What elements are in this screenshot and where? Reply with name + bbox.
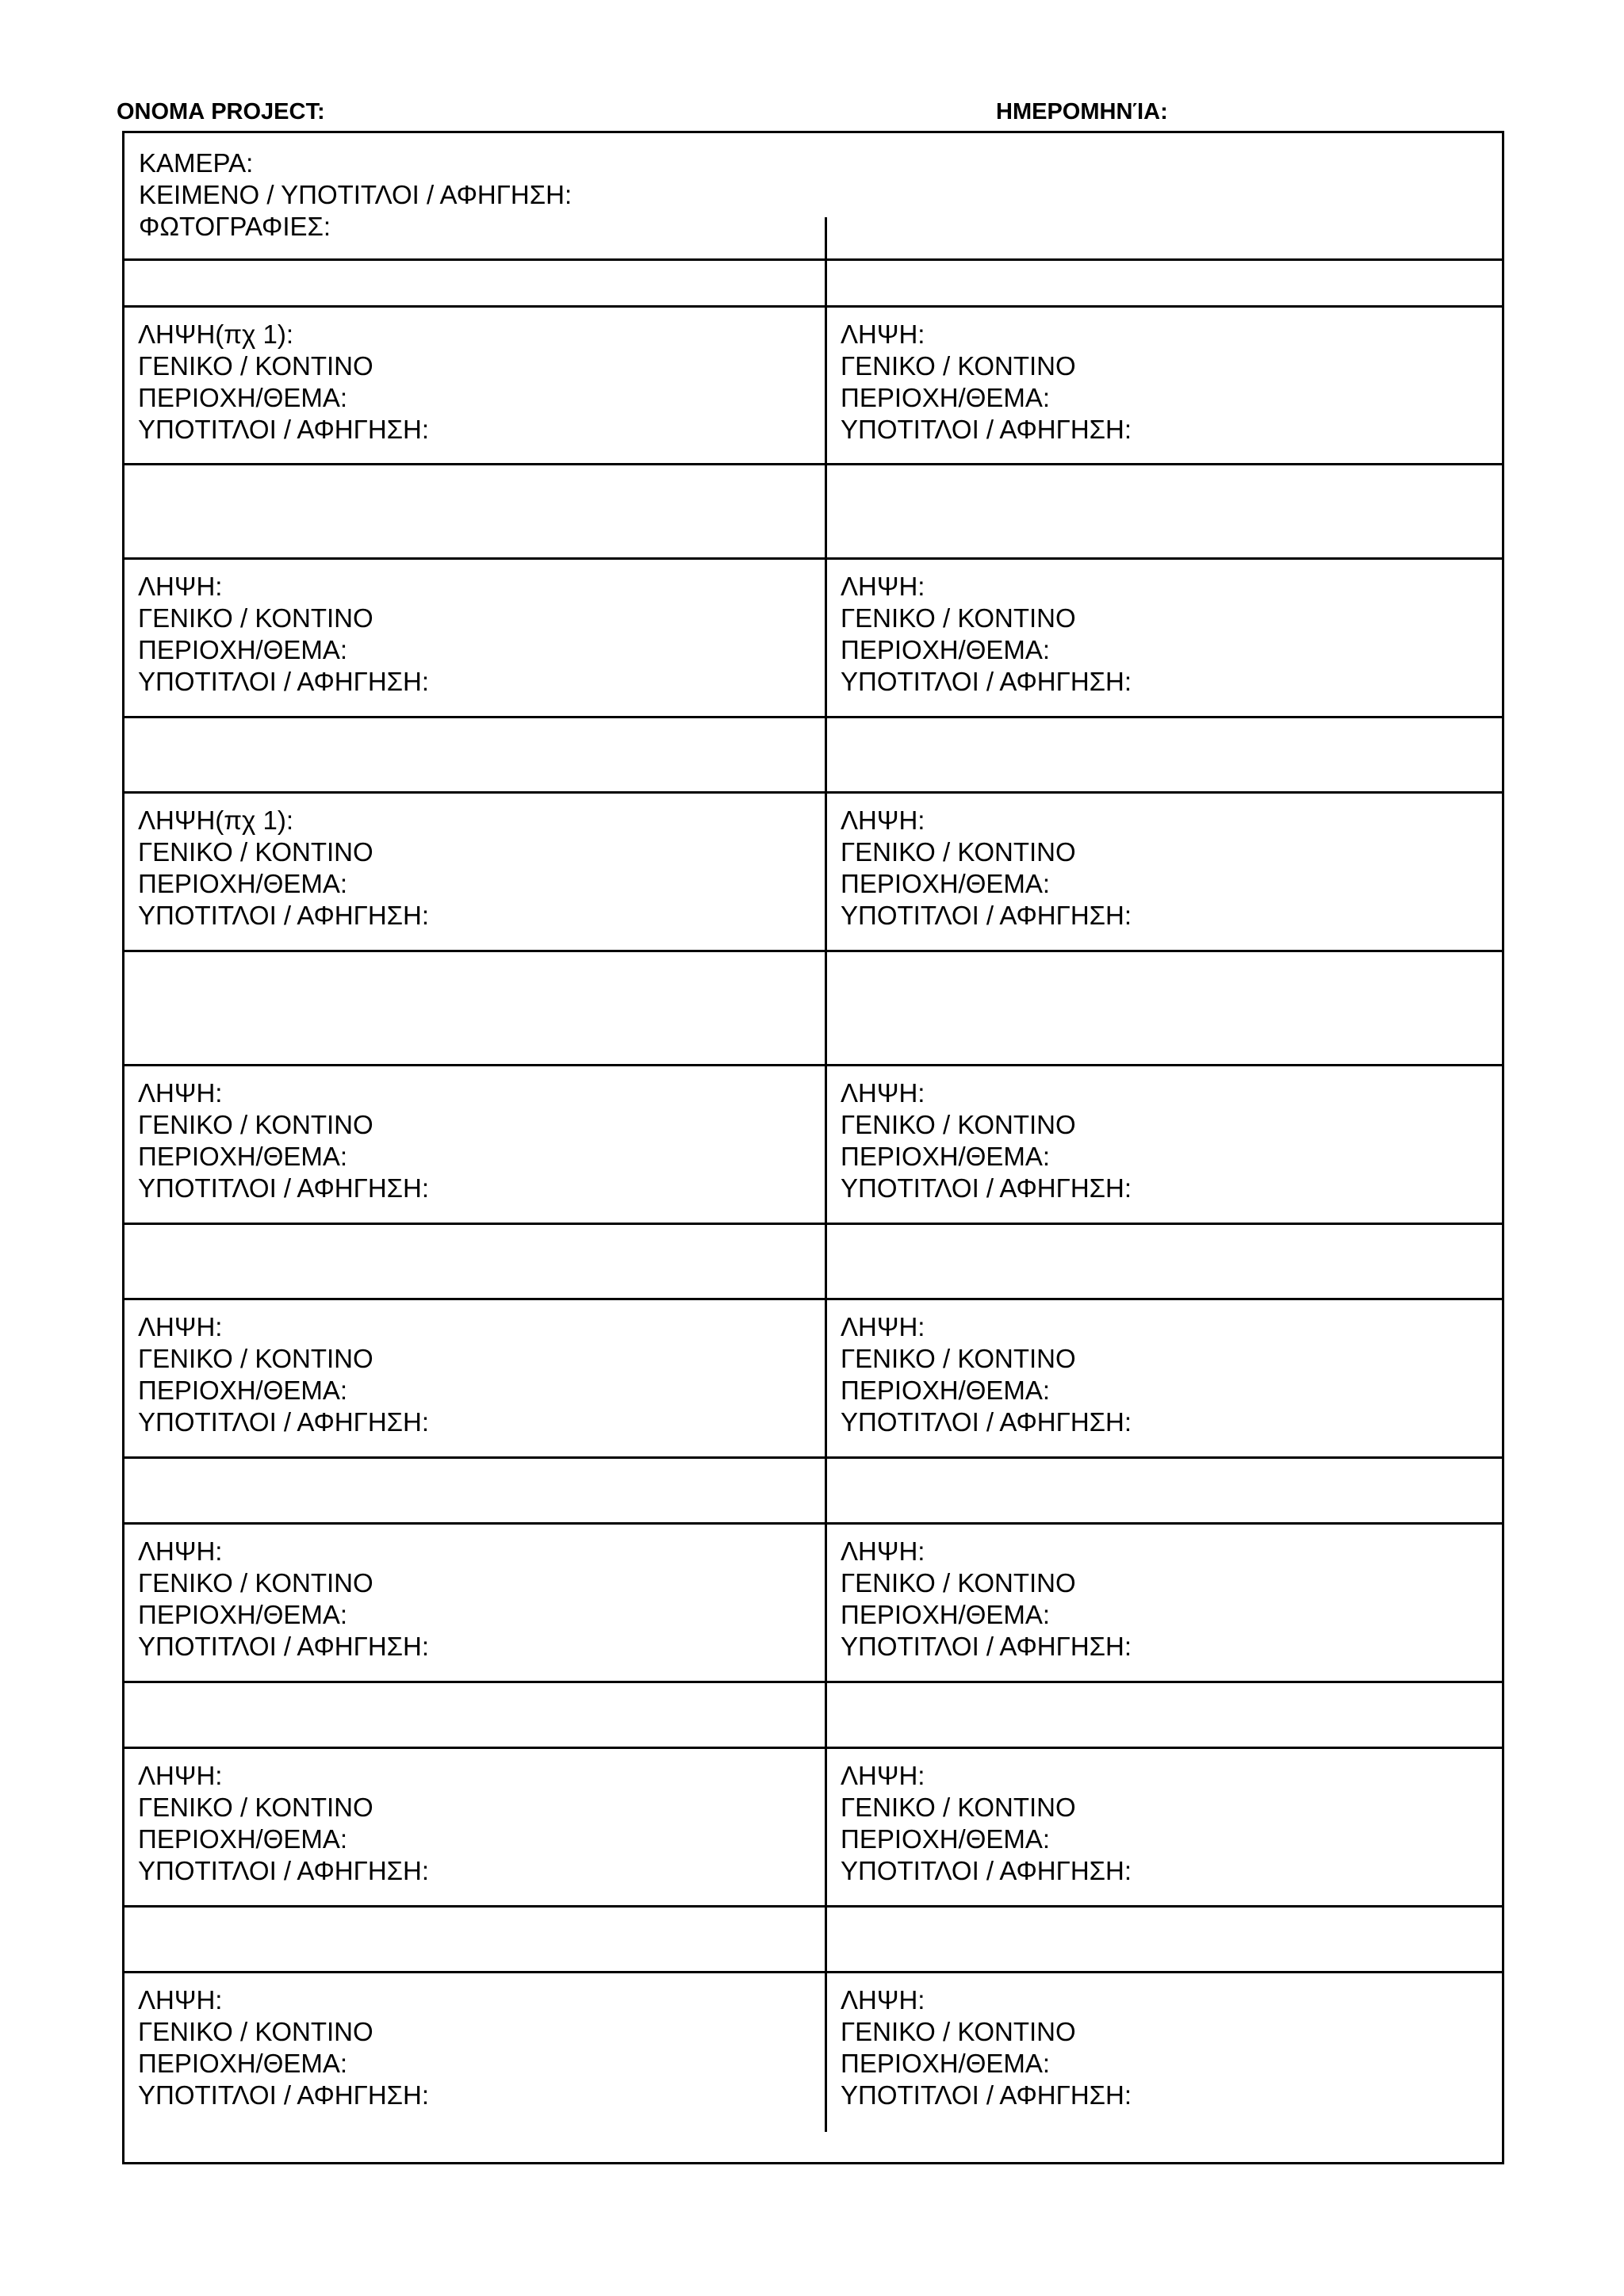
shot-label: ΛΗΨΗ(πχ 1): bbox=[138, 320, 294, 349]
sketch-frame-right[interactable] bbox=[827, 1683, 1502, 1747]
shot-label: ΛΗΨΗ: bbox=[841, 1985, 925, 2015]
shot-notes-row bbox=[124, 560, 1502, 718]
area-subject-label: ΠΕΡΙΟΧΗ/ΘΕΜΑ: bbox=[138, 1600, 348, 1629]
wide-close-label: ΓΕΝΙΚΟ / ΚΟΝΤΙΝΟ bbox=[138, 603, 373, 633]
sketch-frame-row bbox=[124, 1459, 1502, 1525]
sketch-frame-left[interactable] bbox=[124, 217, 827, 305]
subtitles-narration-label: ΥΠΟΤΙΤΛΟΙ / ΑΦΗΓΗΣΗ: bbox=[138, 1173, 430, 1203]
area-subject-label: ΠΕΡΙΟΧΗ/ΘΕΜΑ: bbox=[841, 1376, 1051, 1405]
area-subject-label: ΠΕΡΙΟΧΗ/ΘΕΜΑ: bbox=[841, 869, 1051, 898]
shot-label: ΛΗΨΗ: bbox=[841, 572, 925, 601]
shot-notes-left[interactable] bbox=[124, 1066, 827, 1223]
sketch-frame-right[interactable] bbox=[827, 465, 1502, 557]
storyboard-sheet bbox=[122, 131, 1504, 2164]
shot-notes-right[interactable] bbox=[827, 308, 1502, 463]
shot-label: ΛΗΨΗ: bbox=[138, 1312, 223, 1341]
area-subject-label: ΠΕΡΙΟΧΗ/ΘΕΜΑ: bbox=[841, 1600, 1051, 1629]
wide-close-label: ΓΕΝΙΚΟ / ΚΟΝΤΙΝΟ bbox=[138, 1793, 373, 1822]
subtitles-narration-label: ΥΠΟΤΙΤΛΟΙ / ΑΦΗΓΗΣΗ: bbox=[841, 1856, 1132, 1885]
area-subject-label: ΠΕΡΙΟΧΗ/ΘΕΜΑ: bbox=[841, 1142, 1051, 1171]
wide-close-label: ΓΕΝΙΚΟ / ΚΟΝΤΙΝΟ bbox=[138, 1110, 373, 1139]
area-subject-label: ΠΕΡΙΟΧΗ/ΘΕΜΑ: bbox=[138, 869, 348, 898]
subtitles-narration-label: ΥΠΟΤΙΤΛΟΙ / ΑΦΗΓΗΣΗ: bbox=[841, 415, 1132, 444]
sketch-frame-left[interactable] bbox=[124, 465, 827, 557]
shot-label: ΛΗΨΗ: bbox=[138, 1078, 223, 1108]
sketch-frame-right[interactable] bbox=[827, 952, 1502, 1064]
sketch-frame-right[interactable] bbox=[827, 1908, 1502, 1971]
wide-close-label: ΓΕΝΙΚΟ / ΚΟΝΤΙΝΟ bbox=[138, 1568, 373, 1598]
shot-notes-left[interactable] bbox=[124, 1525, 827, 1681]
date-label: ΗΜΕΡΟΜΗΝΊΑ: bbox=[996, 99, 1168, 124]
shot-label: ΛΗΨΗ: bbox=[138, 572, 223, 601]
area-subject-label: ΠΕΡΙΟΧΗ/ΘΕΜΑ: bbox=[138, 635, 348, 664]
shot-notes-right[interactable] bbox=[827, 1300, 1502, 1456]
shot-notes-row bbox=[124, 1749, 1502, 1908]
sketch-frame-right[interactable] bbox=[827, 1225, 1502, 1298]
shot-notes-right[interactable] bbox=[827, 560, 1502, 716]
shot-notes-row bbox=[124, 794, 1502, 952]
subtitles-narration-label: ΥΠΟΤΙΤΛΟΙ / ΑΦΗΓΗΣΗ: bbox=[138, 2080, 430, 2110]
sketch-frame-row bbox=[124, 1683, 1502, 1749]
sketch-frame-left[interactable] bbox=[124, 718, 827, 791]
shot-notes-right[interactable] bbox=[827, 1973, 1502, 2132]
wide-close-label: ΓΕΝΙΚΟ / ΚΟΝΤΙΝΟ bbox=[841, 603, 1076, 633]
shot-notes-right[interactable] bbox=[827, 1066, 1502, 1223]
shot-notes-row bbox=[124, 308, 1502, 465]
area-subject-label: ΠΕΡΙΟΧΗ/ΘΕΜΑ: bbox=[841, 2049, 1051, 2078]
wide-close-label: ΓΕΝΙΚΟ / ΚΟΝΤΙΝΟ bbox=[841, 1110, 1076, 1139]
shot-label: ΛΗΨΗ(πχ 1): bbox=[138, 806, 294, 835]
subtitles-narration-label: ΥΠΟΤΙΤΛΟΙ / ΑΦΗΓΗΣΗ: bbox=[138, 667, 430, 696]
sketch-frame-row bbox=[124, 1225, 1502, 1300]
sketch-frame-left[interactable] bbox=[124, 1225, 827, 1298]
sketch-frame-left[interactable] bbox=[124, 1908, 827, 1971]
subtitles-narration-label: ΥΠΟΤΙΤΛΟΙ / ΑΦΗΓΗΣΗ: bbox=[138, 901, 430, 930]
subtitles-narration-label: ΥΠΟΤΙΤΛΟΙ / ΑΦΗΓΗΣΗ: bbox=[841, 667, 1132, 696]
subtitles-narration-label: ΥΠΟΤΙΤΛΟΙ / ΑΦΗΓΗΣΗ: bbox=[841, 1632, 1132, 1661]
shot-label: ΛΗΨΗ: bbox=[841, 1312, 925, 1341]
wide-close-label: ΓΕΝΙΚΟ / ΚΟΝΤΙΝΟ bbox=[841, 837, 1076, 867]
subtitles-narration-label: ΥΠΟΤΙΤΛΟΙ / ΑΦΗΓΗΣΗ: bbox=[841, 901, 1132, 930]
wide-close-label: ΓΕΝΙΚΟ / ΚΟΝΤΙΝΟ bbox=[841, 1793, 1076, 1822]
wide-close-label: ΓΕΝΙΚΟ / ΚΟΝΤΙΝΟ bbox=[138, 837, 373, 867]
shot-label: ΛΗΨΗ: bbox=[841, 1761, 925, 1790]
sketch-frame-left[interactable] bbox=[124, 1459, 827, 1522]
subtitles-narration-label: ΥΠΟΤΙΤΛΟΙ / ΑΦΗΓΗΣΗ: bbox=[138, 1407, 430, 1437]
camera-label: ΚΑΜΕΡΑ: bbox=[139, 148, 254, 178]
subtitles-narration-label: ΥΠΟΤΙΤΛΟΙ / ΑΦΗΓΗΣΗ: bbox=[841, 2080, 1132, 2110]
shot-notes-left[interactable] bbox=[124, 794, 827, 950]
shot-notes-row bbox=[124, 1066, 1502, 1225]
shot-notes-right[interactable] bbox=[827, 1525, 1502, 1681]
subtitles-narration-label: ΥΠΟΤΙΤΛΟΙ / ΑΦΗΓΗΣΗ: bbox=[138, 1856, 430, 1885]
shot-notes-right[interactable] bbox=[827, 1749, 1502, 1905]
area-subject-label: ΠΕΡΙΟΧΗ/ΘΕΜΑ: bbox=[841, 635, 1051, 664]
area-subject-label: ΠΕΡΙΟΧΗ/ΘΕΜΑ: bbox=[138, 1142, 348, 1171]
shot-notes-left[interactable] bbox=[124, 560, 827, 716]
wide-close-label: ΓΕΝΙΚΟ / ΚΟΝΤΙΝΟ bbox=[138, 2017, 373, 2046]
wide-close-label: ΓΕΝΙΚΟ / ΚΟΝΤΙΝΟ bbox=[138, 351, 373, 381]
area-subject-label: ΠΕΡΙΟΧΗ/ΘΕΜΑ: bbox=[138, 1824, 348, 1854]
shot-notes-left[interactable] bbox=[124, 308, 827, 463]
wide-close-label: ΓΕΝΙΚΟ / ΚΟΝΤΙΝΟ bbox=[841, 2017, 1076, 2046]
shot-label: ΛΗΨΗ: bbox=[841, 1536, 925, 1566]
photos-label: ΦΩΤΟΓΡΑΦΙΕΣ: bbox=[139, 212, 331, 241]
text-subtitles-narration-label: ΚΕΙΜΕΝΟ / ΥΠΟΤΙΤΛΟΙ / ΑΦΗΓΗΣΗ: bbox=[139, 180, 573, 209]
sketch-frame-right[interactable] bbox=[827, 217, 1502, 305]
project-name-label: ΟΝΟΜΑ PROJECT: bbox=[117, 99, 325, 124]
wide-close-label: ΓΕΝΙΚΟ / ΚΟΝΤΙΝΟ bbox=[841, 1568, 1076, 1598]
area-subject-label: ΠΕΡΙΟΧΗ/ΘΕΜΑ: bbox=[138, 1376, 348, 1405]
sketch-frame-row bbox=[124, 718, 1502, 794]
shot-notes-right[interactable] bbox=[827, 794, 1502, 950]
shot-notes-left[interactable] bbox=[124, 1300, 827, 1456]
area-subject-label: ΠΕΡΙΟΧΗ/ΘΕΜΑ: bbox=[841, 1824, 1051, 1854]
subtitles-narration-label: ΥΠΟΤΙΤΛΟΙ / ΑΦΗΓΗΣΗ: bbox=[138, 1632, 430, 1661]
area-subject-label: ΠΕΡΙΟΧΗ/ΘΕΜΑ: bbox=[138, 383, 348, 412]
sketch-frame-row bbox=[124, 1908, 1502, 1973]
sketch-frame-left[interactable] bbox=[124, 1683, 827, 1747]
shot-label: ΛΗΨΗ: bbox=[841, 1078, 925, 1108]
shot-notes-left[interactable] bbox=[124, 1973, 827, 2132]
sketch-frame-row bbox=[124, 465, 1502, 560]
shot-label: ΛΗΨΗ: bbox=[841, 806, 925, 835]
shot-label: ΛΗΨΗ: bbox=[841, 320, 925, 349]
shot-label: ΛΗΨΗ: bbox=[138, 1761, 223, 1790]
shot-notes-row bbox=[124, 1300, 1502, 1459]
shot-notes-row bbox=[124, 1525, 1502, 1683]
subtitles-narration-label: ΥΠΟΤΙΤΛΟΙ / ΑΦΗΓΗΣΗ: bbox=[841, 1407, 1132, 1437]
sketch-frame-right[interactable] bbox=[827, 1459, 1502, 1522]
area-subject-label: ΠΕΡΙΟΧΗ/ΘΕΜΑ: bbox=[841, 383, 1051, 412]
sketch-frame-left[interactable] bbox=[124, 952, 827, 1064]
subtitles-narration-label: ΥΠΟΤΙΤΛΟΙ / ΑΦΗΓΗΣΗ: bbox=[841, 1173, 1132, 1203]
wide-close-label: ΓΕΝΙΚΟ / ΚΟΝΤΙΝΟ bbox=[841, 1344, 1076, 1373]
sketch-frame-row bbox=[124, 952, 1502, 1066]
shot-notes-row bbox=[124, 1973, 1502, 2132]
shot-notes-left[interactable] bbox=[124, 1749, 827, 1905]
sketch-frame-right[interactable] bbox=[827, 718, 1502, 791]
sketch-frame-row bbox=[124, 217, 1502, 308]
shot-label: ΛΗΨΗ: bbox=[138, 1985, 223, 2015]
area-subject-label: ΠΕΡΙΟΧΗ/ΘΕΜΑ: bbox=[138, 2049, 348, 2078]
wide-close-label: ΓΕΝΙΚΟ / ΚΟΝΤΙΝΟ bbox=[138, 1344, 373, 1373]
shot-label: ΛΗΨΗ: bbox=[138, 1536, 223, 1566]
wide-close-label: ΓΕΝΙΚΟ / ΚΟΝΤΙΝΟ bbox=[841, 351, 1076, 381]
subtitles-narration-label: ΥΠΟΤΙΤΛΟΙ / ΑΦΗΓΗΣΗ: bbox=[138, 415, 430, 444]
